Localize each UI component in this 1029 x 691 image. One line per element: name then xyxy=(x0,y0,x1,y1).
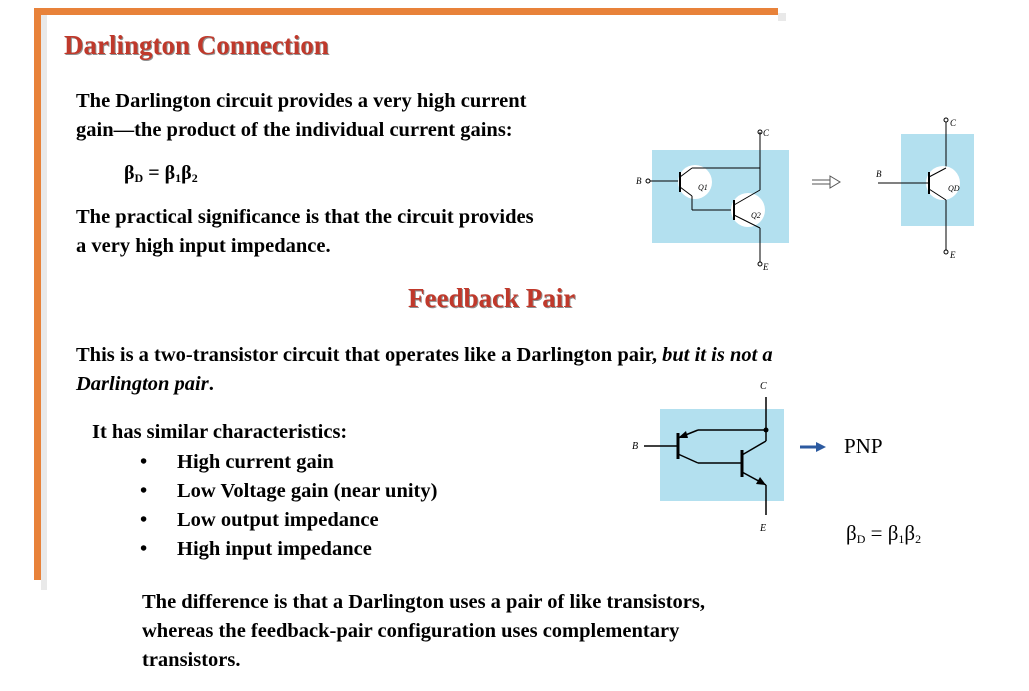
q1-transistor xyxy=(678,165,712,199)
frame-left-shadow xyxy=(41,15,47,590)
darlington-b-label: B xyxy=(636,176,642,186)
qd-b-label: B xyxy=(876,169,882,179)
subscript-2: 2 xyxy=(191,171,198,185)
subscript-2: 2 xyxy=(915,532,922,546)
paragraph-line: The Darlington circuit provides a very high current xyxy=(76,90,527,112)
qd-transistor xyxy=(926,166,960,200)
feedback-b-label: B xyxy=(632,441,639,452)
bullet: • xyxy=(140,451,148,473)
frame-top-bar xyxy=(34,8,778,15)
bullet: • xyxy=(140,509,148,531)
list-item-text: High current gain xyxy=(177,451,334,473)
frame-shadow xyxy=(778,13,786,21)
paragraph-line: The practical significance is that the circuit provides xyxy=(76,206,534,228)
qd-c-label: C xyxy=(950,118,957,128)
feedback-pair-diagram xyxy=(620,375,840,540)
list-item xyxy=(140,506,437,535)
equals-sign: = xyxy=(865,521,888,545)
subscript-d: D xyxy=(134,171,144,185)
list-item-text: High input impedance xyxy=(177,538,372,560)
intro-italic: but it is not a xyxy=(662,344,773,366)
darlington-title: Darlington Connection xyxy=(64,30,329,60)
darlington-c-label: C xyxy=(763,128,770,138)
intro-text: This is a two-transistor circuit that operates like a Darlington pair, xyxy=(76,344,663,366)
intro-period: . xyxy=(208,373,214,395)
paragraph-line: whereas the feedback-pair configuration uses complementary xyxy=(142,620,680,642)
paragraph-line: a very high input impedance. xyxy=(76,235,331,257)
bullet: • xyxy=(140,538,148,560)
q2-label: Q2 xyxy=(751,211,761,220)
beta-1: β xyxy=(164,162,176,184)
feedback-c-label: C xyxy=(760,381,767,392)
intro-line-1 xyxy=(76,341,956,370)
intro-italic: Darlington pair xyxy=(76,373,209,395)
paragraph-line: The difference is that a Darlington uses a pair of like transistors, xyxy=(142,591,705,613)
equals-sign: = xyxy=(143,162,165,184)
subscript-1: 1 xyxy=(175,171,182,185)
list-item-text: Low output impedance xyxy=(177,509,379,531)
conclusion-paragraph xyxy=(142,588,862,675)
list-item xyxy=(140,535,437,564)
pnp-label: PNP xyxy=(844,434,883,458)
darlington-paragraph-1 xyxy=(76,87,636,145)
frame-left-bar xyxy=(34,8,41,580)
list-item-text: Low Voltage gain (near unity) xyxy=(177,480,438,502)
list-item xyxy=(140,477,437,506)
characteristics-list xyxy=(140,448,437,564)
beta-2: β xyxy=(181,162,192,184)
darlington-equation xyxy=(124,162,198,186)
beta-d: β xyxy=(124,162,135,184)
darlington-e-label: E xyxy=(763,262,769,272)
beta-d: β xyxy=(846,521,857,545)
list-item xyxy=(140,448,437,477)
q1-label: Q1 xyxy=(698,183,708,192)
paragraph-line: transistors. xyxy=(142,649,241,671)
feedback-equation xyxy=(846,521,921,547)
characteristics-heading: It has similar characteristics: xyxy=(92,421,348,443)
darlington-box xyxy=(652,150,789,243)
bullet: • xyxy=(140,480,148,502)
qd-label: QD xyxy=(948,184,960,193)
qd-e-label: E xyxy=(950,250,956,260)
paragraph-line: gain—the product of the individual current gains: xyxy=(76,119,513,141)
darlington-paragraph-2 xyxy=(76,203,636,261)
pnp-arrow xyxy=(816,442,826,452)
darlington-diagram xyxy=(630,110,980,280)
feedback-e-label: E xyxy=(760,523,767,534)
equivalence-arrow xyxy=(830,176,840,188)
beta-2: β xyxy=(904,521,916,545)
beta-1: β xyxy=(887,521,899,545)
subscript-1: 1 xyxy=(898,532,905,546)
feedback-pair-title: Feedback Pair xyxy=(408,283,576,313)
subscript-d: D xyxy=(856,532,866,546)
